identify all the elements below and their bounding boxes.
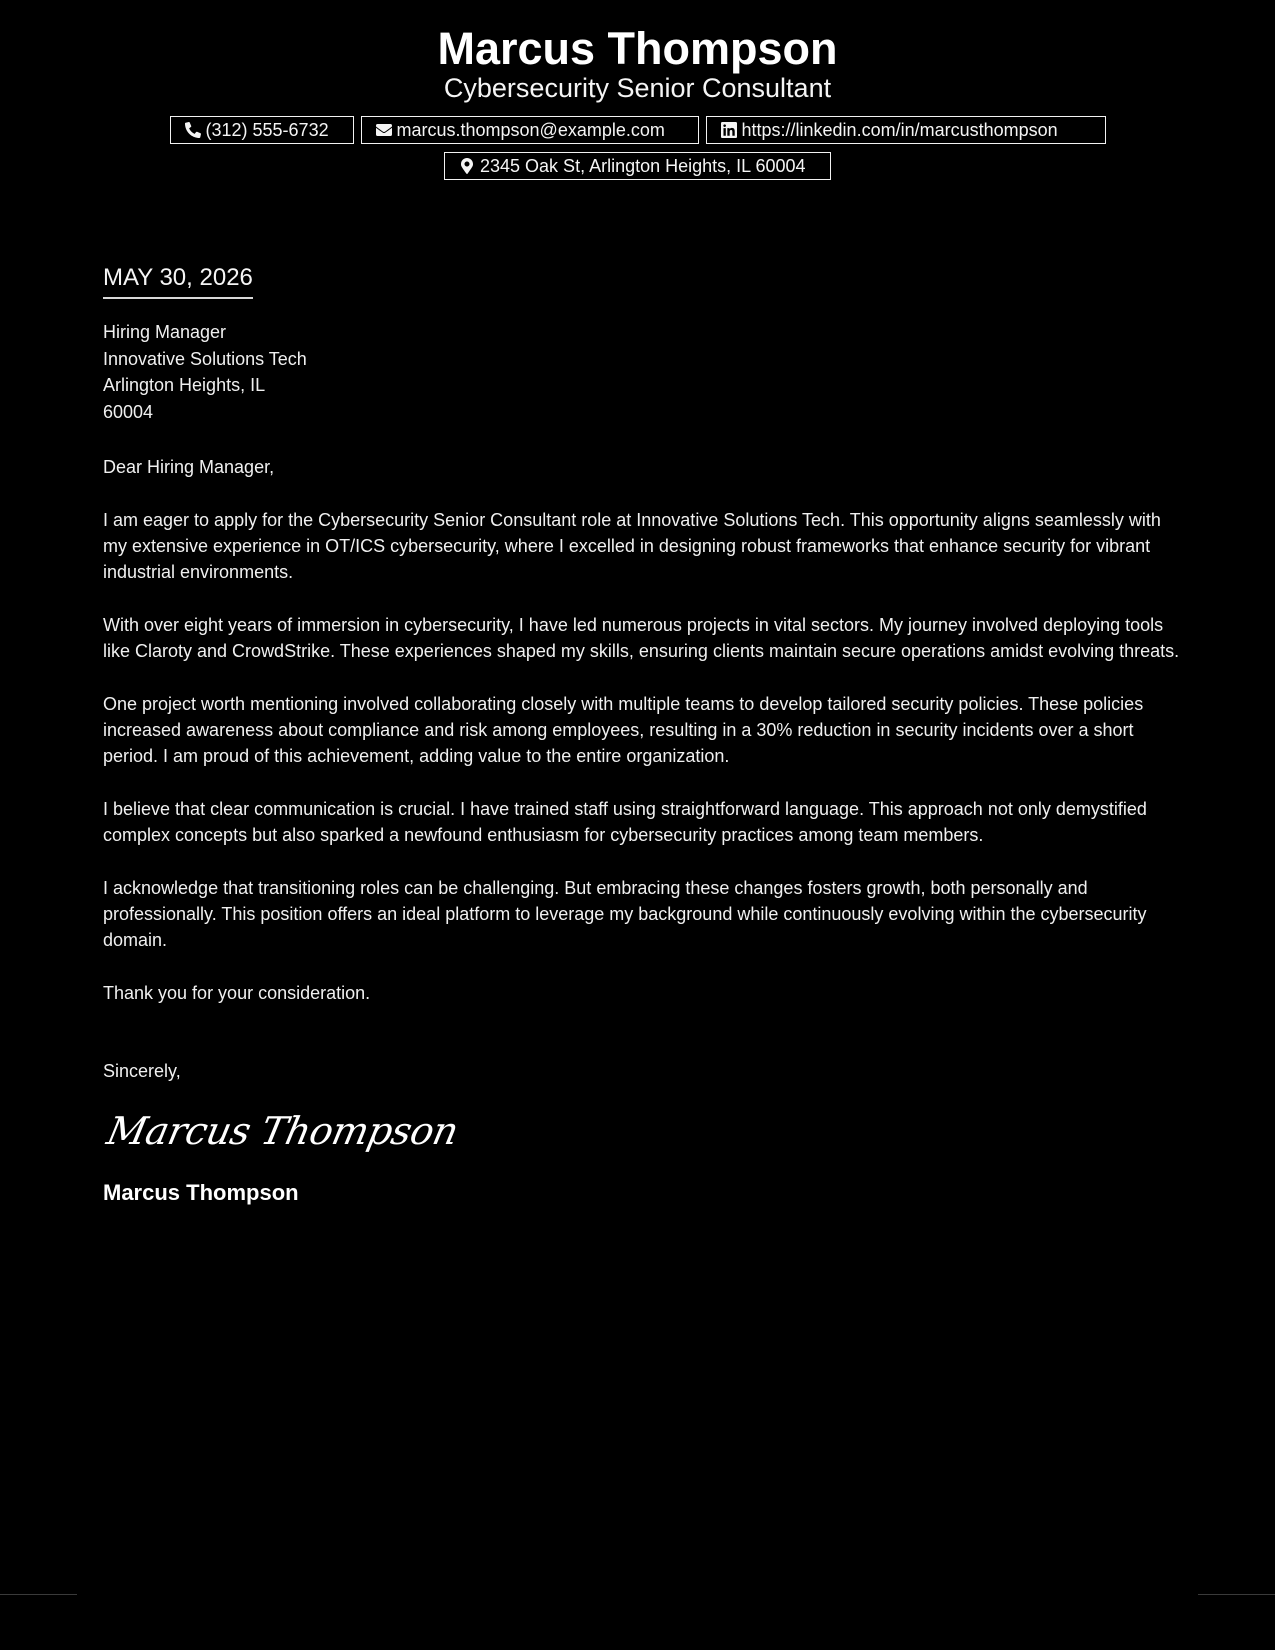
- recipient-zip: 60004: [103, 401, 154, 422]
- letter-body: [103, 263, 1183, 1207]
- street-address: 2345 Oak St, Arlington Heights, IL 60004: [480, 155, 806, 176]
- handwritten-signature: Marcus Thompson: [103, 1109, 463, 1153]
- phone-contact[interactable]: [170, 116, 354, 144]
- footer-divider-left: [0, 1594, 77, 1595]
- linkedin-icon: [721, 122, 737, 138]
- recipient-name: Hiring Manager: [103, 322, 227, 342]
- contact-row-secondary: [444, 152, 831, 180]
- applicant-title: Cybersecurity Senior Consultant: [443, 73, 832, 103]
- linkedin-url: https://linkedin.com/in/marcusthompson: [741, 119, 1058, 140]
- signoff: Sincerely,: [103, 1061, 181, 1081]
- recipient-city: Arlington Heights, IL: [103, 375, 266, 395]
- salutation: Dear Hiring Manager,: [103, 457, 275, 477]
- contact-row-primary: [170, 116, 1106, 144]
- paragraph-2: With over eight years of immersion in cybersecurity, I have led numerous projects in vital sectors. My journey involved deploying tools like Claroty and CrowdStrike. These experiences shaped my skills, ensuring clients maintain secure operations amidst evolving threats.: [103, 615, 1180, 661]
- paragraph-5: I acknowledge that transitioning roles can be challenging. But embracing these changes fosters growth, both personally and professionally. This position offers an ideal platform to leverage my background while continuously evolving within the cybersecurity domain.: [103, 878, 1147, 950]
- contact-info: [0, 116, 1275, 188]
- address-contact: [444, 152, 831, 180]
- paragraph-3: One project worth mentioning involved collaborating closely with multiple teams to develop tailored security policies. These policies increased awareness about compliance and risk among employees, resulting in a 30% reduction in security incidents over a short period. I am proud of this achievement, adding value to the entire organization.: [103, 694, 1144, 766]
- email-contact[interactable]: [361, 116, 699, 144]
- letter-date: MAY 30, 2026: [103, 264, 253, 291]
- paragraph-4: I believe that clear communication is crucial. I have trained staff using straightforward language. This approach not only demystified complex concepts but also sparked a newfound enthusiasm for cybersecurity practices among team members.: [103, 799, 1147, 845]
- recipient-block: [103, 319, 1183, 425]
- envelope-icon: [376, 122, 392, 138]
- recipient-company: Innovative Solutions Tech: [103, 348, 307, 369]
- phone-icon: [185, 122, 201, 138]
- closing-thanks: Thank you for your consideration.: [103, 983, 371, 1003]
- applicant-name: Marcus Thompson: [437, 23, 838, 74]
- map-pin-icon: [459, 158, 475, 174]
- phone-number: (312) 555-6732: [205, 119, 329, 140]
- letter-header: [0, 0, 1275, 104]
- paragraph-1: I am eager to apply for the Cybersecurity Senior Consultant role at Innovative Solutions Tech. This opportunity aligns seamlessly with my extensive experience in OT/ICS cybersecurity, where I excelled in designing robust frameworks that enhance security for vibrant industrial environments.: [103, 510, 1161, 582]
- footer-divider-right: [1198, 1594, 1275, 1595]
- date-block: [103, 263, 253, 299]
- linkedin-contact[interactable]: [706, 116, 1106, 144]
- email-address: marcus.thompson@example.com: [396, 119, 665, 140]
- typed-signature-name: Marcus Thompson: [103, 1180, 299, 1205]
